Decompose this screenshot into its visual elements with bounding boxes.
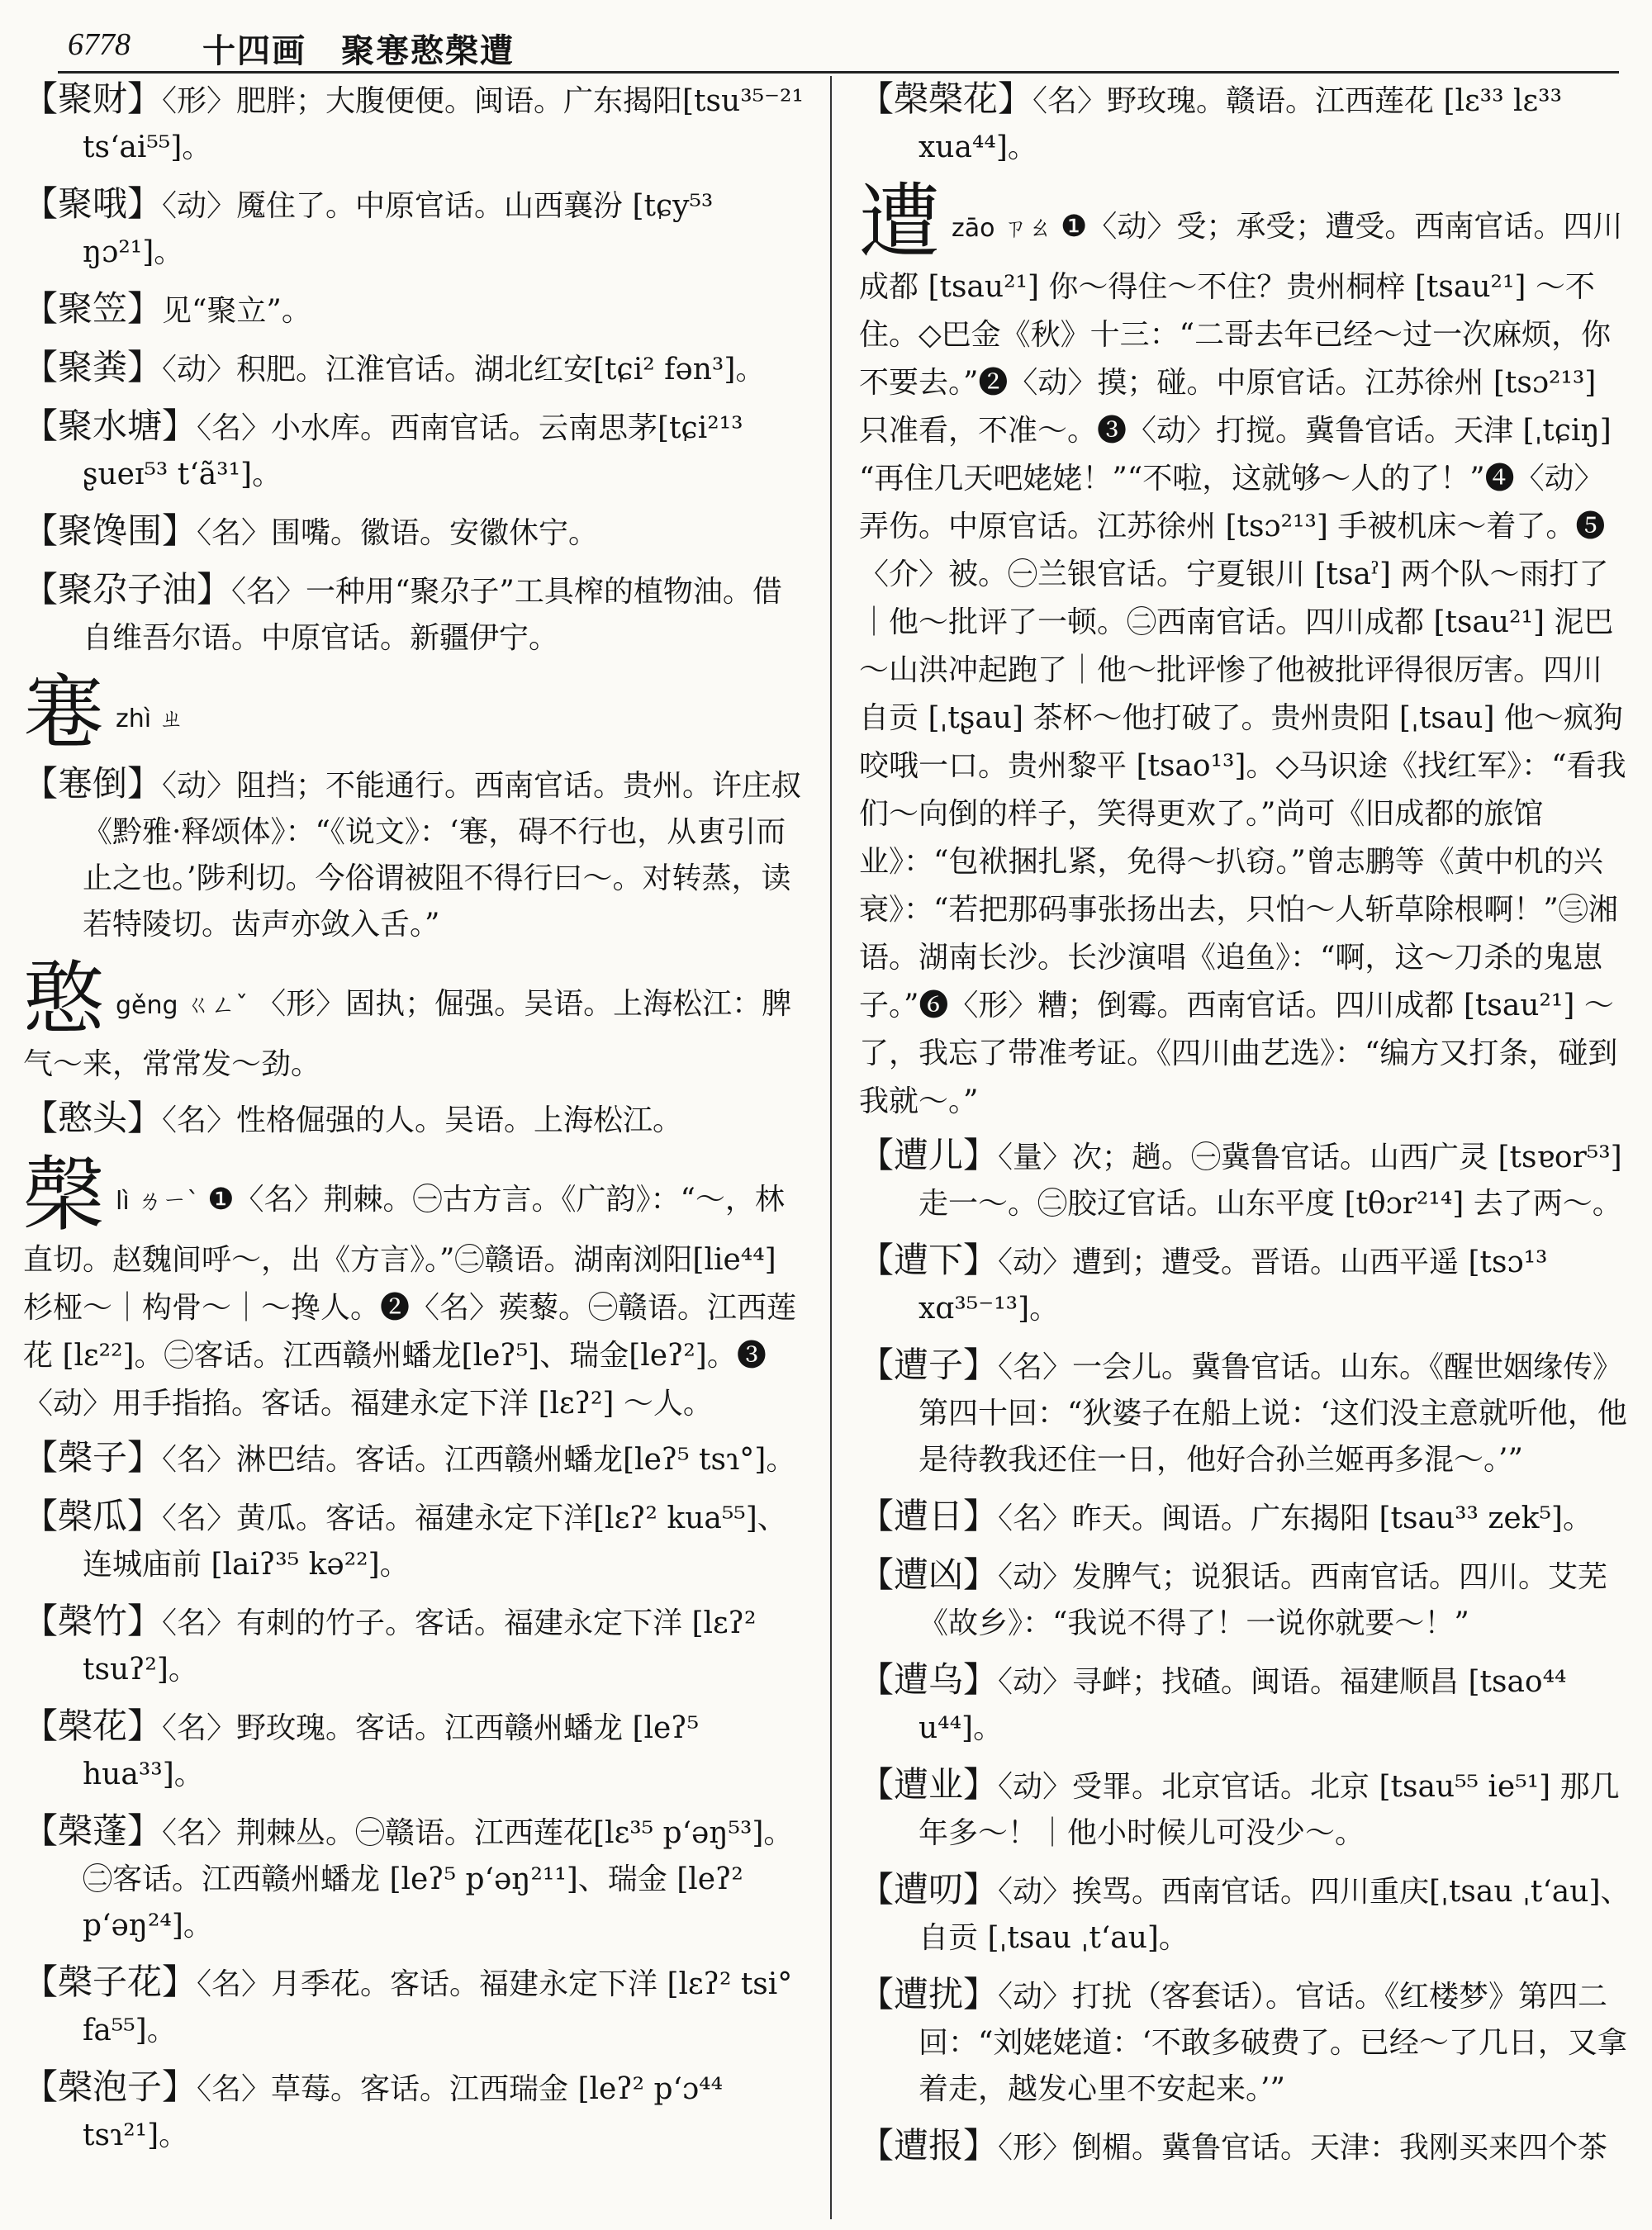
- definition: 〈名〉野玫瑰。赣语。江西莲花 [lɛ³³ lɛ³³ xua⁴⁴]。: [919, 84, 1563, 164]
- definition: 〈动〉阻挡；不能通行。西南官话。贵州。许庄叔《黔雅·释颂体》：“《说文》：‘寋，碍不行也，从叀引而止之也。’陟利切。今俗谓被阻不得行曰～。对转蒸，读若特陵切。齿声亦敛入舌。”: [83, 769, 802, 942]
- definition: 〈名〉小水库。西南官话。云南思茅[tɕi²¹³ ʂueɪ⁵³ t‘ã³¹]。: [83, 411, 743, 491]
- definition: 〈动〉打扰（客套话）。官话。《红楼梦》第四二回：“刘姥姥道：‘不敢多破费了。已经～了几日，又拿着走，越发心里不安起来。’”: [919, 1980, 1627, 2106]
- headword: 【遭扰】: [859, 1974, 999, 2014]
- pinyin: lì ㄌㄧˋ: [116, 1187, 200, 1216]
- character-heading: [23, 1148, 808, 1428]
- character-heading: [859, 175, 1631, 1126]
- definition: 〈名〉有刺的竹子。客话。福建永定下洋 [lɛʔ² tsuʔ²]。: [83, 1606, 757, 1687]
- dict-entry: [23, 761, 808, 948]
- headword: 【㯏竹】: [23, 1601, 163, 1641]
- dict-entry: [23, 1703, 808, 1798]
- dict-entry: [859, 1132, 1631, 1227]
- definition: 〈名〉月季花。客话。福建永定下洋 [lɛʔ² tsi° fa⁵⁵]。: [83, 1967, 793, 2047]
- headword: 【遭凶】: [859, 1554, 999, 1595]
- headword: 【㯏瓜】: [23, 1496, 163, 1536]
- definition: 〈量〉次；趟。㊀冀鲁官话。山西广灵 [tsɐor⁵³] 走一～。㊁胶辽官话。山东平度 [tθɔr²¹⁴] 去了两～。: [919, 1141, 1622, 1221]
- character-definition: 〈形〉固执；倔强。吴语。上海松江：脾气～来，常常发～劲。: [23, 987, 792, 1081]
- pinyin: gěng ㄍㄥˇ: [116, 991, 249, 1020]
- headword: 【㯏泡子】: [23, 2066, 197, 2107]
- definition: 〈动〉遭到；遭受。晋语。山西平遥 [tsɔ¹³ xɑ³⁵⁻¹³]。: [919, 1245, 1548, 1326]
- headword: 【聚哦】: [23, 183, 163, 224]
- headword: 【㯏花】: [23, 1706, 163, 1746]
- dict-entry: [23, 1598, 808, 1693]
- character-heading: [23, 666, 808, 760]
- character-heading: [23, 952, 808, 1089]
- dict-entry: [859, 1762, 1631, 1857]
- dict-entry: [23, 567, 808, 662]
- definition: 〈动〉魇住了。中原官话。山西襄汾 [tɕy⁵³ ŋɔ²¹]。: [83, 189, 714, 269]
- dict-entry: [23, 2064, 808, 2159]
- headword: 【遭乌】: [859, 1659, 999, 1700]
- head-character: 寋: [23, 666, 105, 760]
- pinyin: zāo ㄗㄠ: [952, 214, 1053, 243]
- headword: 【寋倒】: [23, 763, 163, 804]
- dict-entry: [23, 1808, 808, 1949]
- character-block-zao: [859, 175, 1631, 1126]
- headword: 【㯏子】: [23, 1437, 163, 1478]
- headword: 【遭下】: [859, 1240, 999, 1280]
- definition: 〈动〉寻衅；找碴。闽语。福建顺昌 [tsao⁴⁴ u⁴⁴]。: [919, 1665, 1567, 1745]
- running-head: 十四画 聚寋憨㯏遭: [202, 32, 515, 70]
- dict-entry: [23, 181, 808, 276]
- dict-entry: [23, 1435, 808, 1483]
- definition: 〈形〉肥胖；大腹便便。闽语。广东揭阳[tsu³⁵⁻²¹ ts‘ai⁵⁵]。: [83, 84, 804, 164]
- dict-entry: [23, 1959, 808, 2054]
- dict-entry: [23, 1095, 808, 1144]
- headword: 【㯏蓬】: [23, 1810, 163, 1851]
- head-character: 憨: [23, 952, 105, 1046]
- head-character: 遭: [859, 175, 941, 269]
- dict-entry: [23, 403, 808, 498]
- definition: 〈名〉一会儿。冀鲁官话。山东。《醒世姻缘传》第四十回：“狄婆子在船上说：‘这们没主意就听他，他是待教我还住一日，他好合孙兰姬再多混～。’”: [919, 1350, 1627, 1477]
- headword: 【遭儿】: [859, 1135, 999, 1175]
- headword: 【遭日】: [859, 1496, 999, 1536]
- character-definition: ❶〈名〉荆棘。㊀古方言。《广韵》：“～，林直切。赵魏间呼～，出《方言》。”㊁赣语。湖南浏阳[lie⁴⁴] 杉桠～｜构骨～｜～搀人。❷〈名〉蒺藜。㊀赣语。江西莲花 [lɛ²²]。㊁客话。江西赣州蟠龙[leʔ⁵]、瑞金[leʔ²]。❸〈动〉用手指掐。客话。福建永定下洋 [lɛʔ²] ～人。: [23, 1183, 797, 1421]
- dict-entry: [859, 1493, 1631, 1542]
- character-block-geng: [23, 952, 808, 1089]
- right-column: [859, 76, 1631, 2223]
- definition: 〈名〉一种用“聚尕子”工具榨的植物油。借自维吾尔语。中原官话。新疆伊宁。: [83, 575, 782, 655]
- definition: 〈名〉荆棘丛。㊀赣语。江西莲花[lɛ³⁵ p‘əŋ⁵³]。㊁客话。江西赣州蟠龙 [leʔ⁵ p‘əŋ²¹¹]、瑞金 [leʔ² p‘əŋ²⁴]。: [83, 1816, 794, 1943]
- dict-entry: [859, 1657, 1631, 1752]
- definition: 〈动〉受罪。北京官话。北京 [tsau⁵⁵ ie⁵¹] 那几年多～！｜他小时候儿可没少～。: [919, 1770, 1620, 1850]
- headword: 【㯏㯏花】: [859, 78, 1033, 119]
- dict-entry: [23, 508, 808, 557]
- definition: 见“聚立”。: [162, 294, 311, 328]
- definition: 〈动〉发脾气；说狠话。西南官话。四川。艾芜《故乡》：“我说不得了！一说你就要～！”: [919, 1560, 1608, 1640]
- dict-entry: [23, 1493, 808, 1588]
- dict-entry: [859, 1971, 1631, 2113]
- definition: 〈动〉积肥。江淮官话。湖北红安[tɕi² fən³]。: [162, 353, 766, 387]
- definition: 〈名〉围嘴。徽语。安徽休宁。: [197, 516, 599, 550]
- pinyin: zhì ㄓ: [116, 705, 184, 733]
- definition: 〈名〉草莓。客话。江西瑞金 [leʔ² p‘ɔ⁴⁴ tsɿ²¹]。: [83, 2072, 724, 2152]
- head-character: 㯏: [23, 1148, 105, 1242]
- dict-entry: [859, 1552, 1631, 1647]
- dict-entry: [23, 286, 808, 334]
- column-divider: [830, 76, 832, 2219]
- headword: 【遭子】: [859, 1345, 999, 1385]
- page-number: 6778: [68, 27, 131, 62]
- dict-entry: [859, 76, 1631, 171]
- definition: 〈名〉野玫瑰。客话。江西赣州蟠龙 [leʔ⁵ hua³³]。: [83, 1711, 700, 1791]
- headword: 【聚馋围】: [23, 510, 197, 551]
- dict-entry: [23, 76, 808, 171]
- definition: 〈名〉黄瓜。客话。福建永定下洋[lɛʔ² kua⁵⁵]、连城庙前 [laiʔ³⁵ kə²²]。: [83, 1502, 787, 1582]
- definition: 〈名〉性格倔强的人。吴语。上海松江。: [162, 1103, 683, 1137]
- dict-entry: [23, 344, 808, 393]
- dict-entry: [859, 1342, 1631, 1483]
- dict-entry: [859, 2123, 1631, 2171]
- headword: 【聚笠】: [23, 288, 163, 329]
- headword: 【聚尕子油】: [23, 569, 232, 610]
- character-block-zhi: [23, 666, 808, 760]
- headword: 【聚粪】: [23, 347, 163, 387]
- headword: 【憨头】: [23, 1098, 163, 1138]
- character-block-li: [23, 1148, 808, 1428]
- character-definition: ❶〈动〉受；承受；遭受。西南官话。四川成都 [tsau²¹] 你～得住～不住？贵州桐梓 [tsau²¹] ～不住。◇巴金《秋》十三：“二哥去年已经～过一次麻烦，你不要去。”❷〈动〉摸；碰。中原官话。江苏徐州 [tsɔ²¹³] 只准看，不准～。❸〈动〉打搅。冀鲁官话。天津 [ˌtɕiŋ] “再住几天吧姥姥！”“不啦，这就够～人的了！”❹〈动〉弄伤。中原官话。江苏徐州 [tsɔ²¹³] 手被机床～着了。❺〈介〉被。㊀兰银官话。宁夏银川 [tsaˀ] 两个队～雨打了｜他～批评了一顿。㊁西南官话。四川成都 [tsau²¹] 泥巴～山洪冲起跑了｜他～批评惨了他被批评得很厉害。四川自贡 [ˌtʂau] 茶杯～他打破了。贵州贵阳 [ˌtsau] 他～疯狗咬哦一口。贵州黎平 [tsao¹³]。◇马识途《找红军》：“看我们～向倒的样子，笑得更欢了。”尚可《旧成都的旅馆业》：“包袱捆扎紧，免得～扒窃。”曾志鹏等《黄中机的兴衰》：“若把那码事张扬出去，只怕～人斩草除根啊！”㊂湘语。湖南长沙。长沙演唱《追鱼》：“啊，这～刀杀的鬼崽子。”❻〈形〉糟；倒霉。西南官话。四川成都 [tsau²¹] ～了，我忘了带准考证。《四川曲艺选》：“编方又打条，碰到我就～。”: [859, 210, 1626, 1118]
- definition: 〈名〉淋巴结。客话。江西赣州蟠龙[leʔ⁵ tsɿ°]。: [162, 1443, 796, 1477]
- headword: 【聚水塘】: [23, 406, 197, 446]
- headword: 【㯏子花】: [23, 1962, 197, 2002]
- definition: 〈名〉昨天。闽语。广东揭阳 [tsau³³ zek⁵]。: [998, 1502, 1593, 1535]
- headword: 【聚财】: [23, 78, 163, 119]
- dict-entry: [859, 1867, 1631, 1962]
- page-header: [58, 15, 1619, 74]
- left-column: [23, 76, 808, 2223]
- definition: 〈形〉倒楣。冀鲁官话。天津：我刚买来四个茶: [998, 2131, 1608, 2165]
- dict-entry: [859, 1237, 1631, 1332]
- headword: 【遭叨】: [859, 1869, 999, 1910]
- headword: 【遭业】: [859, 1764, 999, 1805]
- definition: 〈动〉挨骂。西南官话。四川重庆[ˌtsau ˌt‘au]、自贡 [ˌtsau ˌt‘au]。: [919, 1875, 1631, 1955]
- headword: 【遭报】: [859, 2125, 999, 2166]
